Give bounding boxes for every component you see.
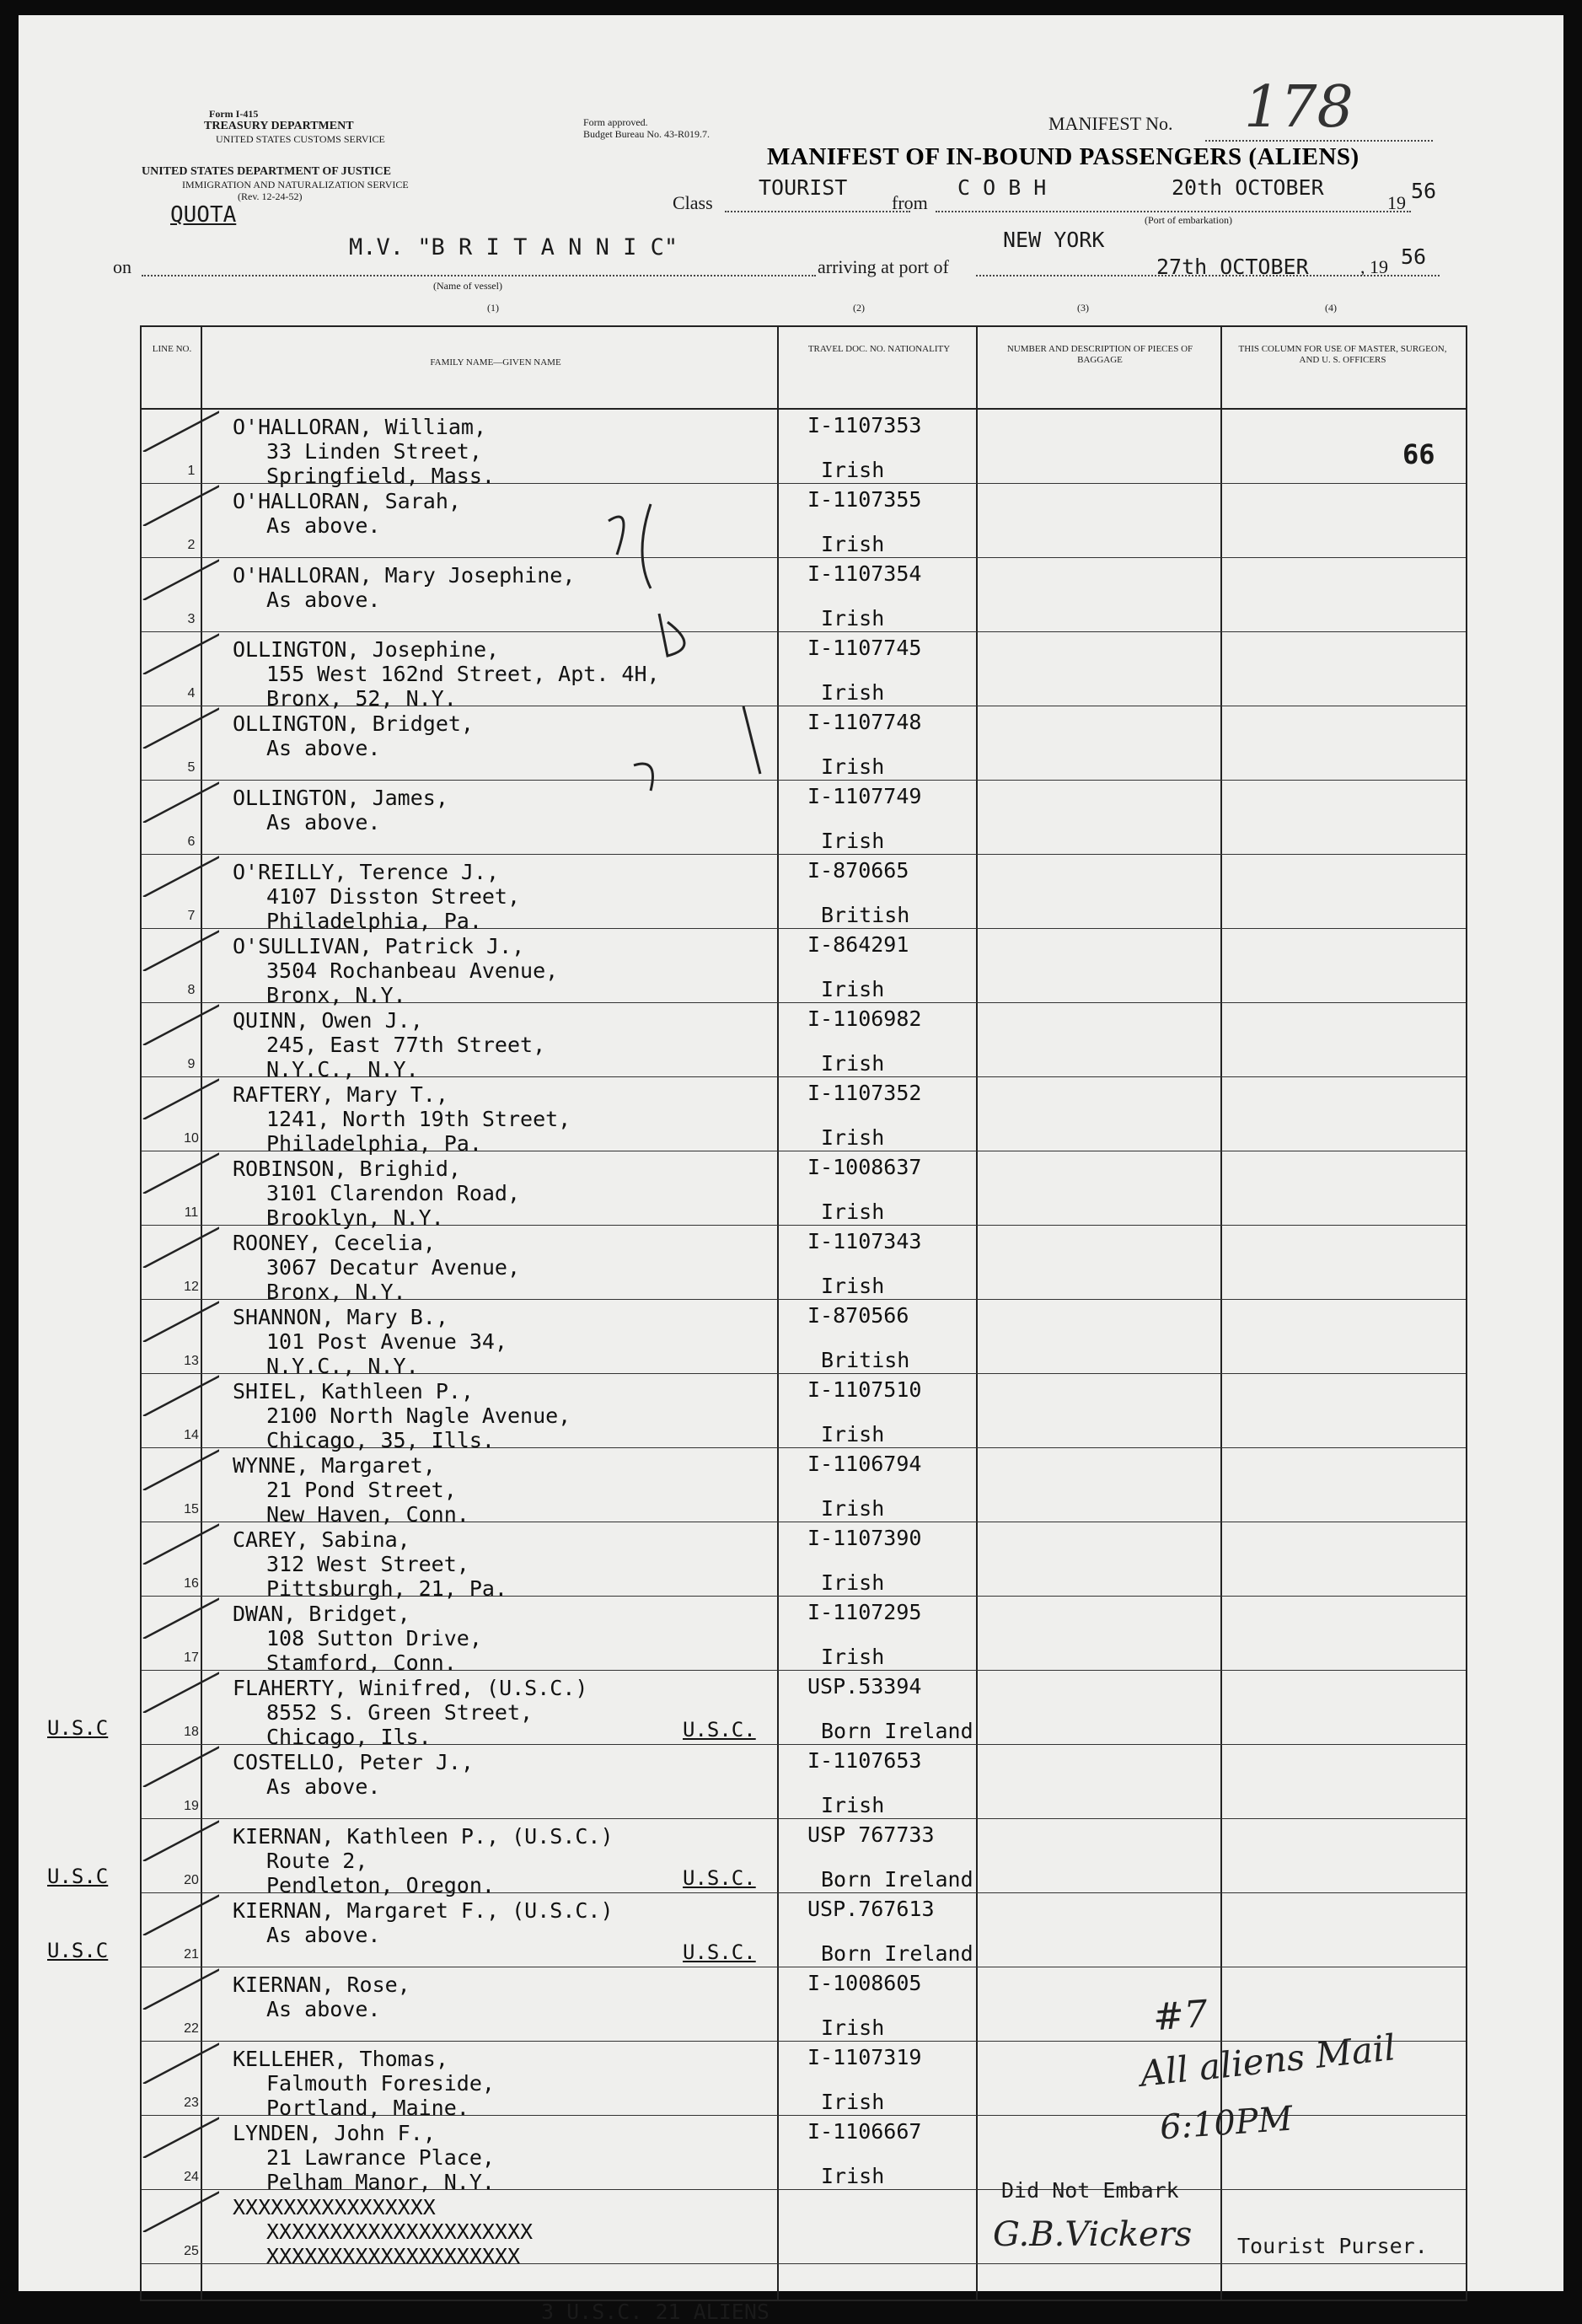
travel-doc-no: I-1008637 <box>807 1155 922 1179</box>
passenger-name: OLLINGTON, James, <box>233 786 448 810</box>
passenger-address: 4107 Disston Street, <box>266 884 521 909</box>
arrival-date: 27th OCTOBER <box>1156 255 1309 279</box>
ins-service: IMMIGRATION AND NATURALIZATION SERVICE <box>182 179 409 191</box>
passenger-address: 2100 North Nagle Avenue, <box>266 1404 571 1428</box>
checkmark-icon <box>135 1959 219 2010</box>
passenger-address: Philadelphia, Pa. <box>266 909 482 933</box>
nationality: Irish <box>821 977 885 1001</box>
table-row <box>142 929 1466 1007</box>
line-number: 15 <box>184 1502 199 1516</box>
passenger-name: RAFTERY, Mary T., <box>233 1082 448 1107</box>
checkmark-icon <box>135 772 219 823</box>
passenger-address: 155 West 162nd Street, Apt. 4H, <box>266 662 660 686</box>
passenger-address: 3504 Rochanbeau Avenue, <box>266 958 559 983</box>
arriving-label: arriving at port of <box>818 256 949 277</box>
passenger-address: 33 Linden Street, <box>266 439 482 464</box>
form-number: Form I-415 <box>209 108 259 120</box>
table-row <box>142 1151 1466 1230</box>
table-row <box>142 1448 1466 1527</box>
passenger-address: New Haven, Conn. <box>266 1502 469 1527</box>
nationality: Irish <box>821 1125 885 1150</box>
table-row <box>142 1003 1466 1081</box>
year-prefix-1: 19 <box>1387 192 1406 213</box>
passenger-entry <box>233 1305 507 1378</box>
passenger-address: N.Y.C., N.Y. <box>266 1057 419 1081</box>
passenger-entry <box>233 1972 410 2021</box>
line-number: 20 <box>184 1873 199 1887</box>
nationality: Irish <box>821 606 885 631</box>
checkmark-icon <box>135 1440 219 1490</box>
nationality: Irish <box>821 1274 885 1298</box>
passenger-address: As above. <box>266 1774 381 1799</box>
passenger-entry <box>233 563 575 612</box>
passenger-address: 1241, North 19th Street, <box>266 1107 571 1131</box>
manifest-sheet <box>19 15 1563 2324</box>
handwritten-note: All aliens Mail <box>1138 2026 1397 2095</box>
checkmark-icon <box>135 920 219 971</box>
passenger-name: O'SULLIVAN, Patrick J., <box>233 934 525 958</box>
passenger-entry <box>233 2121 495 2194</box>
passenger-name: KELLEHER, Thomas, <box>233 2047 448 2071</box>
nationality: Irish <box>821 829 885 853</box>
passenger-address: Falmouth Foreside, <box>266 2071 495 2096</box>
travel-doc-no: I-1107352 <box>807 1081 922 1105</box>
passenger-address: Pendleton, Oregon. <box>266 1873 495 1897</box>
passenger-address: 3101 Clarendon Road, <box>266 1181 521 1205</box>
passenger-entry <box>233 1379 571 1452</box>
travel-doc-no: I-1106794 <box>807 1452 922 1476</box>
passenger-name: KIERNAN, Margaret F., (U.S.C.) <box>233 1898 614 1923</box>
travel-doc-no: I-1107749 <box>807 784 922 808</box>
vessel-name: M.V. "B R I T A N N I C" <box>349 234 678 260</box>
passenger-address: Pittsburgh, 21, Pa. <box>266 1576 507 1601</box>
checkmark-icon <box>135 2033 219 2084</box>
passenger-name: ROBINSON, Brighid, <box>233 1157 461 1181</box>
passenger-name: ROONEY, Cecelia, <box>233 1231 436 1255</box>
table-row <box>142 1077 1466 1156</box>
line-number: 19 <box>184 1799 199 1813</box>
nationality: Irish <box>821 1496 885 1521</box>
manifest-title: MANIFEST OF IN-BOUND PASSENGERS (ALIENS) <box>767 143 1359 170</box>
line-number: 22 <box>184 2021 199 2036</box>
passenger-address: Pelham Manor, N.Y. <box>266 2170 495 2194</box>
nationality: British <box>821 903 910 927</box>
checkmark-icon <box>135 1662 219 1713</box>
passenger-name: QUINN, Owen J., <box>233 1008 423 1033</box>
table-row <box>47 1819 1466 1897</box>
nationality: Irish <box>821 458 885 482</box>
manifest-no-label: MANIFEST No. <box>1048 113 1173 134</box>
passenger-address: As above. <box>266 1923 381 1947</box>
travel-doc-no: I-870665 <box>807 858 909 883</box>
checkmark-icon <box>135 1514 219 1565</box>
passenger-name: WYNNE, Margaret, <box>233 1453 436 1478</box>
passenger-entry <box>233 1453 469 1527</box>
passenger-name: FLAHERTY, Winifred, (U.S.C.) <box>233 1676 588 1700</box>
passenger-name: SHANNON, Mary B., <box>233 1305 448 1329</box>
travel-doc-no: I-1008605 <box>807 1971 922 1995</box>
checkmark-icon <box>135 1069 219 1119</box>
checkmark-icon <box>135 1885 219 1935</box>
table-row <box>142 1374 1466 1452</box>
passenger-address: Chicago, 35, Ills. <box>266 1428 495 1452</box>
from-port: C O B H <box>957 175 1047 200</box>
passenger-entry <box>233 1008 545 1081</box>
col-num-2: (2) <box>853 302 865 314</box>
travel-doc-no: USP.53394 <box>807 1674 922 1699</box>
passenger-address: Philadelphia, Pa. <box>266 1131 482 1156</box>
line-number: 8 <box>187 983 196 997</box>
line-number: 25 <box>184 2244 199 2258</box>
passenger-name: OLLINGTON, Bridget, <box>233 711 474 736</box>
passenger-name: KIERNAN, Rose, <box>233 1972 410 1997</box>
travel-doc-no: I-1107510 <box>807 1377 922 1402</box>
passenger-address: 108 Sutton Drive, <box>266 1626 482 1650</box>
nationality: Irish <box>821 1570 885 1595</box>
officer-note: 66 <box>1402 438 1435 470</box>
line-number: 14 <box>184 1428 199 1442</box>
line-number: 10 <box>184 1131 199 1146</box>
handwritten-marks <box>575 487 828 841</box>
travel-doc-no: I-1107343 <box>807 1229 922 1253</box>
checkmark-icon <box>135 1143 219 1194</box>
nationality: Irish <box>821 2015 885 2040</box>
passenger-address: XXXXXXXXXXXXXXXXXXXX <box>266 2244 521 2268</box>
year-1: 56 <box>1411 179 1437 203</box>
passenger-address: As above. <box>266 736 381 760</box>
arrival-port: NEW YORK <box>1003 228 1105 252</box>
travel-doc-no: I-1107653 <box>807 1748 922 1773</box>
passenger-name: SHIEL, Kathleen P., <box>233 1379 474 1404</box>
passenger-name: COSTELLO, Peter J., <box>233 1750 474 1774</box>
passenger-address: As above. <box>266 588 381 612</box>
line-number: 3 <box>187 612 196 626</box>
from-date: 20th OCTOBER <box>1172 175 1324 200</box>
table-row <box>142 1522 1466 1601</box>
nationality: Irish <box>821 1200 885 1224</box>
passenger-address: As above. <box>266 810 381 835</box>
passenger-entry <box>233 1824 614 1897</box>
passenger-address: Stamford, Conn. <box>266 1650 457 1675</box>
line-number: 7 <box>187 909 196 923</box>
passenger-entry <box>233 1231 520 1304</box>
passenger-entry <box>233 2195 533 2268</box>
passenger-address: XXXXXXXXXXXXXXXXXXXXX <box>266 2219 534 2244</box>
treasury-dept: TREASURY DEPARTMENT <box>204 120 354 132</box>
port-embarkation-caption: (Port of embarkation) <box>1145 214 1232 226</box>
passenger-address: Brooklyn, N.Y. <box>266 1205 444 1230</box>
budget-bureau: Budget Bureau No. 43-R019.7. <box>583 128 710 140</box>
nationality: Born Ireland <box>821 1867 973 1892</box>
passenger-address: As above. <box>266 1997 381 2021</box>
nationality: Born Ireland <box>821 1719 973 1743</box>
travel-doc-no: I-1107354 <box>807 561 922 586</box>
col-num-3: (3) <box>1077 302 1089 314</box>
checkmark-icon <box>135 550 219 600</box>
line-number: 13 <box>184 1354 199 1368</box>
passenger-entry <box>233 860 520 933</box>
vessel-caption: (Name of vessel) <box>433 280 502 292</box>
passenger-entry <box>233 2047 495 2120</box>
usc-mark: U.S.C. <box>683 1866 756 1890</box>
justice-dept: UNITED STATES DEPARTMENT OF JUSTICE <box>142 165 391 178</box>
table-row <box>142 855 1466 933</box>
line-number: 23 <box>184 2096 199 2110</box>
travel-doc-no: I-1107319 <box>807 2045 922 2069</box>
passenger-entry <box>233 415 495 488</box>
handwritten-time: 6:10PM <box>1158 2099 1295 2148</box>
passenger-name: CAREY, Sabina, <box>233 1527 410 1552</box>
passenger-address: 8552 S. Green Street, <box>266 1700 534 1725</box>
passenger-address: 312 West Street, <box>266 1552 469 1576</box>
travel-doc-no: I-870566 <box>807 1303 909 1328</box>
passenger-entry <box>233 489 461 538</box>
nationality: British <box>821 1348 910 1372</box>
checkmark-icon <box>135 698 219 749</box>
checkmark-icon <box>135 1366 219 1416</box>
table-row <box>47 1893 1466 1967</box>
passenger-address: 21 Pond Street, <box>266 1478 457 1502</box>
on-label: on <box>113 256 131 277</box>
travel-doc-no: I-1107353 <box>807 413 922 437</box>
col-officers: THIS COLUMN FOR USE OF MASTER, SURGEON, AND U. S. OFFICERS <box>1238 344 1447 365</box>
passenger-entry <box>233 1157 520 1230</box>
did-not-embark: Did Not Embark <box>1001 2178 1179 2203</box>
passenger-address: Bronx, N.Y. <box>266 983 406 1007</box>
passenger-entry <box>233 711 474 760</box>
nationality: Irish <box>821 1422 885 1446</box>
checkmark-icon <box>135 1736 219 1787</box>
passenger-entry <box>233 1676 587 1749</box>
passenger-name: O'HALLORAN, Sarah, <box>233 489 461 513</box>
travel-doc-no: USP 767733 <box>807 1822 935 1847</box>
passenger-address: Springfield, Mass. <box>266 464 495 488</box>
travel-doc-no: I-864291 <box>807 932 909 957</box>
nationality: Irish <box>821 532 885 556</box>
nationality: Born Ireland <box>821 1941 973 1966</box>
checkmark-icon <box>135 475 219 526</box>
line-number: 18 <box>184 1725 199 1739</box>
passenger-address: 101 Post Avenue 34, <box>266 1329 507 1354</box>
line-number: 11 <box>184 1205 199 1220</box>
table-row <box>142 1597 1466 1675</box>
travel-doc-no: I-1107295 <box>807 1600 922 1624</box>
checkmark-icon <box>135 1811 219 1861</box>
travel-doc-no: I-1106667 <box>807 2119 922 2144</box>
nationality: Irish <box>821 1051 885 1076</box>
line-number: 2 <box>187 538 196 552</box>
passenger-address: As above. <box>266 513 381 538</box>
passenger-entry <box>233 1898 614 1947</box>
checkmark-icon <box>135 2107 219 2158</box>
nationality: Irish <box>821 680 885 705</box>
passenger-entry <box>233 1527 507 1601</box>
from-label: from <box>892 192 928 213</box>
usc-margin-mark: U.S.C <box>47 1939 109 1962</box>
line-number: 5 <box>187 760 196 775</box>
travel-doc-no: I-1107355 <box>807 487 922 512</box>
customs-service: UNITED STATES CUSTOMS SERVICE <box>216 133 385 145</box>
nationality: Irish <box>821 754 885 779</box>
quota-label: QUOTA <box>170 202 237 228</box>
year-2: 56 <box>1401 244 1427 269</box>
passenger-entry <box>233 786 448 835</box>
line-number: 9 <box>187 1057 196 1071</box>
usc-margin-mark: U.S.C <box>47 1865 109 1888</box>
passenger-address: 245, East 77th Street, <box>266 1033 546 1057</box>
col-baggage: NUMBER AND DESCRIPTION OF PIECES OF BAGGAGE <box>1006 344 1193 365</box>
table-row <box>142 1745 1466 1819</box>
usc-margin-mark: U.S.C <box>47 1716 109 1740</box>
line-number: 12 <box>184 1280 199 1294</box>
checkmark-icon <box>135 846 219 897</box>
travel-doc-no: USP.767613 <box>807 1897 935 1921</box>
line-number: 4 <box>187 686 196 700</box>
usc-mark: U.S.C. <box>683 1940 756 1964</box>
travel-doc-no: I-1107390 <box>807 1526 922 1550</box>
form-approved: Form approved. <box>583 116 648 128</box>
line-number: 1 <box>187 464 196 478</box>
totals-line: 3 U.S.C. 21 ALIENS <box>541 2300 770 2324</box>
checkmark-icon <box>135 1291 219 1342</box>
passenger-address: Bronx, 52, N.Y. <box>266 686 457 711</box>
table-row <box>142 1967 1466 2042</box>
passenger-entry <box>233 1602 482 1675</box>
manifest-number: 178 <box>1244 74 1354 141</box>
passenger-name: O'REILLY, Terence J., <box>233 860 500 884</box>
checkmark-icon <box>135 2182 219 2232</box>
checkmark-icon <box>135 995 219 1045</box>
line-number: 24 <box>184 2170 199 2184</box>
checkmark-icon <box>135 401 219 452</box>
line-number: 17 <box>184 1650 199 1665</box>
nationality: Irish <box>821 1645 885 1669</box>
checkmark-icon <box>135 1588 219 1639</box>
line-number: 21 <box>184 1947 199 1962</box>
table-row <box>142 1226 1466 1304</box>
year-prefix-2: , 19 <box>1360 256 1388 277</box>
revision: (Rev. 12-24-52) <box>238 191 303 202</box>
passenger-entry <box>233 934 558 1007</box>
passenger-name: O'HALLORAN, Mary Josephine, <box>233 563 576 588</box>
passenger-entry <box>233 1750 474 1799</box>
line-number: 16 <box>184 1576 199 1591</box>
purser-signature: G.B.Vickers <box>993 2215 1193 2254</box>
nationality: Irish <box>821 1793 885 1817</box>
travel-doc-no: I-1107745 <box>807 636 922 660</box>
table-row <box>47 1671 1466 1749</box>
passenger-name: KIERNAN, Kathleen P., (U.S.C.) <box>233 1824 614 1849</box>
passenger-address: Route 2, <box>266 1849 368 1873</box>
passenger-name: DWAN, Bridget, <box>233 1602 410 1626</box>
passenger-name: LYNDEN, John F., <box>233 2121 436 2145</box>
nationality: Irish <box>821 2164 885 2188</box>
passenger-address: 3067 Decatur Avenue, <box>266 1255 521 1280</box>
passenger-name: OLLINGTON, Josephine, <box>233 637 500 662</box>
class-value: TOURIST <box>759 175 848 200</box>
table-row <box>142 410 1466 488</box>
travel-doc-no: I-1107748 <box>807 710 922 734</box>
handwritten-number: #7 <box>1151 1992 1209 2040</box>
col-name: FAMILY NAME—GIVEN NAME <box>430 357 561 368</box>
usc-mark: U.S.C. <box>683 1718 756 1742</box>
checkmark-icon <box>135 624 219 674</box>
nationality: Irish <box>821 2090 885 2114</box>
passenger-address: Portland, Maine. <box>266 2096 469 2120</box>
passenger-address: N.Y.C., N.Y. <box>266 1354 419 1378</box>
passenger-name: O'HALLORAN, William, <box>233 415 487 439</box>
passenger-address: 21 Lawrance Place, <box>266 2145 495 2170</box>
checkmark-icon <box>135 1217 219 1268</box>
col-travel-doc: TRAVEL DOC. NO. NATIONALITY <box>807 344 951 354</box>
passenger-address: Chicago, Ils. <box>266 1725 432 1749</box>
passenger-name: XXXXXXXXXXXXXXXX <box>233 2195 436 2219</box>
col-line-no: LINE NO. <box>152 344 192 354</box>
passenger-entry <box>233 1082 571 1156</box>
table-row <box>142 1300 1466 1378</box>
travel-doc-no: I-1106982 <box>807 1006 922 1031</box>
class-label: Class <box>673 192 713 213</box>
line-number: 6 <box>187 835 196 849</box>
purser-title: Tourist Purser. <box>1237 2234 1428 2258</box>
col-num-4: (4) <box>1325 302 1337 314</box>
col-num-1: (1) <box>487 302 499 314</box>
passenger-address: Bronx, N.Y. <box>266 1280 406 1304</box>
